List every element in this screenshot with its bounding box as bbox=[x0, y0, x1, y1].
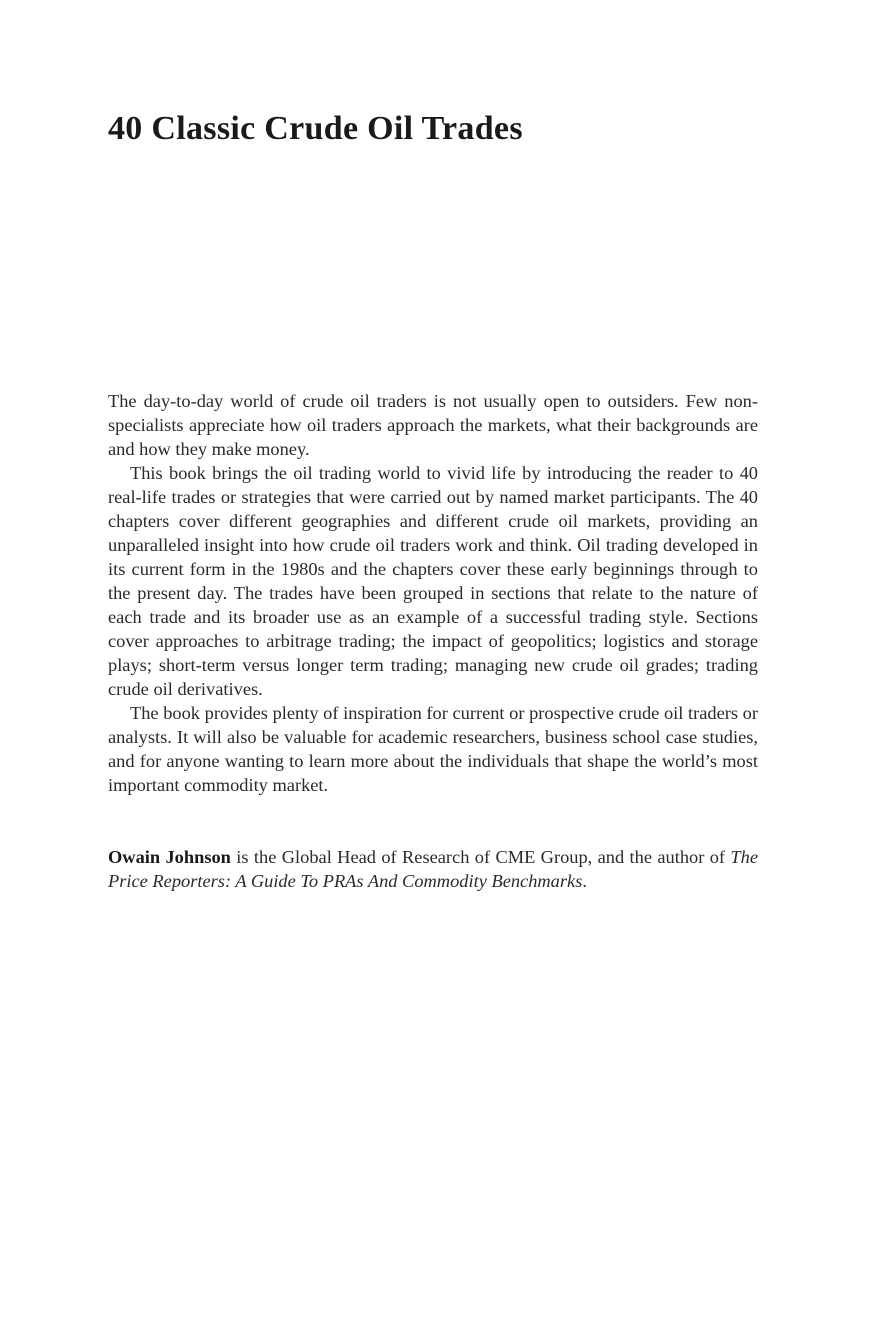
book-description bbox=[108, 389, 758, 797]
author-previous-book-title: The Price Reporters: A Guide To PRAs And Commodity Benchmarks bbox=[108, 847, 758, 891]
description-paragraph-3: The book provides plenty of inspiration for current or prospective crude oil traders or analysts. It will also be valuable for academic researchers, business school case studies, and for anyone wanting to learn more about the individuals that shape the world’s most important commodity market. bbox=[108, 703, 758, 795]
description-paragraph-2: This book brings the oil trading world to vivid life by introducing the reader to 40 real-life trades or strategies that were carried out by named market participants. The 40 chapters cover different geographies and different crude oil markets, providing an unparalleled insight into how crude oil traders work and think. Oil trading developed in its current form in the 1980s and the chapters cover these early beginnings through to the present day. The trades have been grouped in sections that relate to the nature of each trade and its broader use as an example of a successful trading style. Sections cover approaches to arbitrage trading; the impact of geopolitics; logistics and storage plays; short-term versus longer term trading; managing new crude oil grades; trading crude oil derivatives. bbox=[108, 463, 758, 699]
description-paragraph-1: The day-to-day world of crude oil traders is not usually open to outsiders. Few non-specialists appreciate how oil traders approach the markets, what their backgrounds are and how they make money. bbox=[108, 391, 758, 459]
author-name: Owain Johnson bbox=[108, 847, 231, 867]
author-bio bbox=[108, 845, 758, 893]
book-title: 40 Classic Crude Oil Trades bbox=[108, 110, 523, 147]
author-bio-text: is the Global Head of Research of CME Group, and the author of bbox=[230, 847, 731, 867]
author-bio-end: . bbox=[582, 871, 587, 891]
